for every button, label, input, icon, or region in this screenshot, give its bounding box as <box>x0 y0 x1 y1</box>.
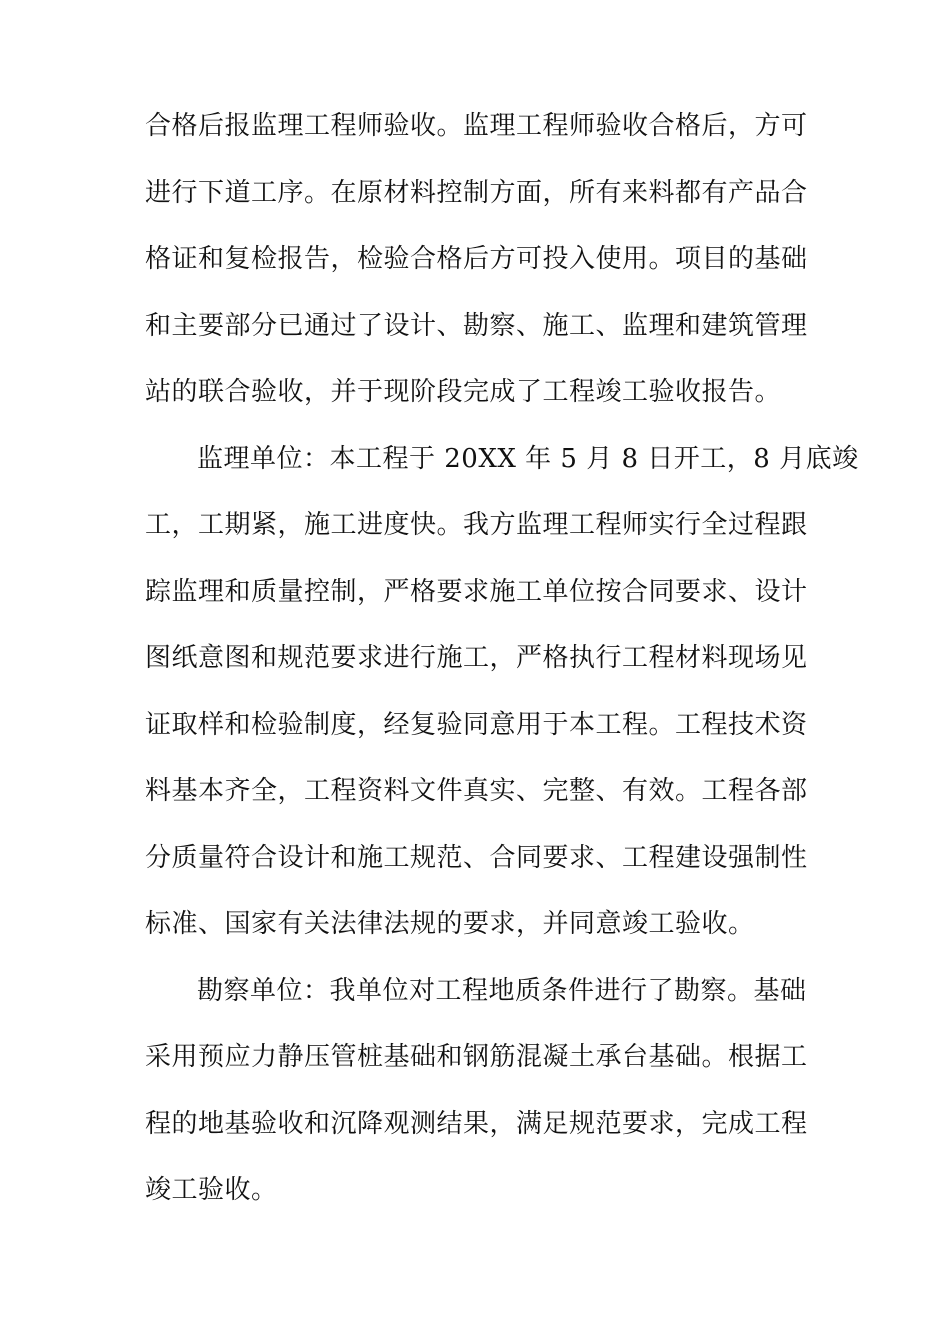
text-line: 合格后报监理工程师验收。监理工程师验收合格后，方可 <box>145 111 808 141</box>
paragraph-supervision-unit <box>145 433 859 965</box>
text-line: 证取样和检验制度，经复验同意用于本工程。工程技术资 <box>145 709 808 740</box>
text-line: 料基本齐全，工程资料文件真实、完整、有效。工程各部 <box>145 776 808 806</box>
document-body <box>145 100 859 1231</box>
text-line: 监理单位：本工程于 20XX 年 5 月 8 日开工，8 月底竣 <box>197 443 859 474</box>
paragraph-survey-unit <box>145 965 808 1231</box>
text-line: 格证和复检报告，检验合格后方可投入使用。项目的基础 <box>145 244 808 274</box>
paragraph-acceptance-process <box>145 100 808 433</box>
text-line: 标准、国家有关法律法规的要求，并同意竣工验收。 <box>145 909 755 939</box>
text-line: 采用预应力静压管桩基础和钢筋混凝土承台基础。根据工 <box>145 1042 808 1072</box>
text-line: 程的地基验收和沉降观测结果，满足规范要求，完成工程 <box>145 1108 808 1139</box>
text-line: 勘察单位：我单位对工程地质条件进行了勘察。基础 <box>197 975 807 1006</box>
text-line: 进行下道工序。在原材料控制方面，所有来料都有产品合 <box>145 177 808 208</box>
text-line: 竣工验收。 <box>145 1175 278 1205</box>
text-line: 踪监理和质量控制，严格要求施工单位按合同要求、设计 <box>145 576 808 607</box>
text-line: 站的联合验收，并于现阶段完成了工程竣工验收报告。 <box>145 377 782 407</box>
text-line: 工，工期紧，施工进度快。我方监理工程师实行全过程跟 <box>145 510 808 540</box>
text-line: 分质量符合设计和施工规范、合同要求、工程建设强制性 <box>145 842 808 873</box>
text-line: 图纸意图和规范要求进行施工，严格执行工程材料现场见 <box>145 643 808 673</box>
text-line: 和主要部分已通过了设计、勘察、施工、监理和建筑管理 <box>145 310 808 341</box>
